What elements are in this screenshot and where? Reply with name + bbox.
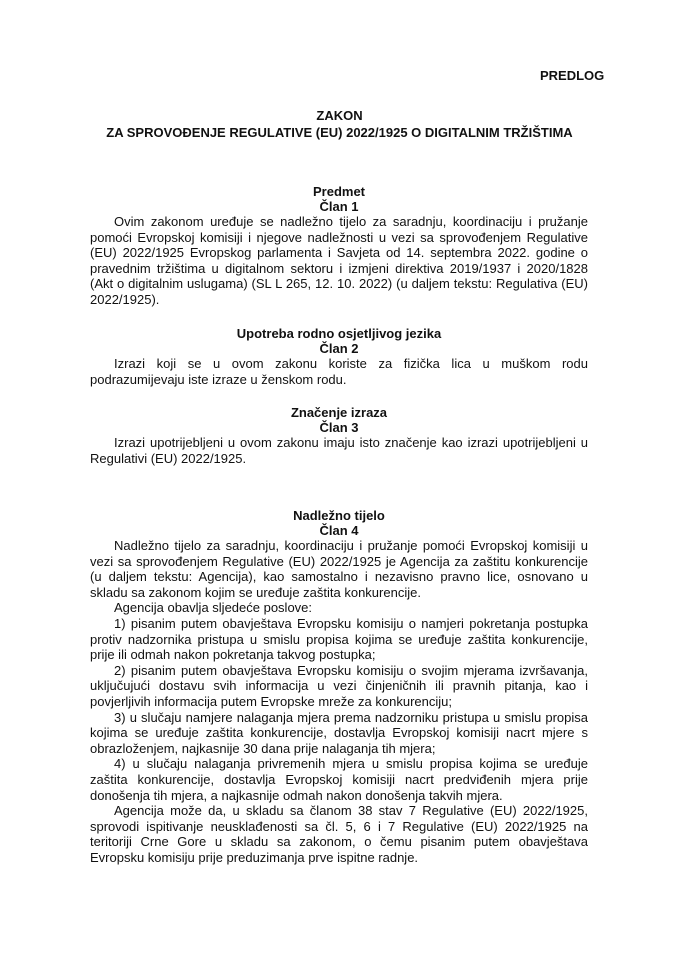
article-paragraph: Ovim zakonom uređuje se nadležno tijelo za saradnju, koordinaciju i pružanje pomoći Evropskoj komisiji i njegove nadležnosti u vezi sa sprovođenjem Regulative (EU) 2022/1925 Evropskog parlamenta i Savjeta od 14. septembra 2022. godine o pravednim tržištima u digitalnom sektoru i izmjeni direktiva 2019/1937 i 2020/1828 (Akt o digitalnim uslugama) (SL L 265, 12. 10. 2022) (u daljem tekstu: Regulativa (EU) 2022/1925). (90, 214, 588, 307)
section-heading: Značenje izraza (290, 405, 388, 420)
list-item: 4) u slučaju nalaganja privremenih mjera u smislu propisa kojima se uređuje zaštita konkurencije, dostavlja Evropskoj komisiji nacrt predviđenih mjera prije donošenja tih mjera, a najkasnije odmah nakon donošenja takvih mjera. (90, 756, 588, 803)
section-heading: Upotreba rodno osjetljivog jezika (236, 326, 442, 341)
list-item: 1) pisanim putem obavještava Evropsku komisiju o namjeri pokretanja postupka protiv nadzornika pristupa u smislu propisa kojima se uređuje zaštita konkurencije, prije ili odmah nakon pokretanja takvog postupka; (90, 615, 588, 663)
article-number: Član 3 (319, 420, 359, 435)
section-znacenje (90, 405, 588, 466)
article-paragraph: Nadležno tijelo za saradnju, koordinaciju i pružanje pomoći Evropskoj komisiji u vezi sa sprovođenjem Regulative (EU) 2022/1925 je Agencija za zaštitu konkurencije (u daljem tekstu: Agencija), kao samostalno i nezavisno pravno lice, osnovano u skladu sa zakonom kojim se uređuje zaštita konkurencije. (90, 538, 588, 600)
article-paragraph: Agencija obavlja sljedeće poslove: (114, 600, 313, 616)
section-heading: Nadležno tijelo (293, 508, 385, 523)
section-predmet (90, 184, 588, 308)
list-item: 2) pisanim putem obavještava Evropsku komisiju o svojim mjerama izvršavanja, uključujući dostavu svih informacija u vezi činjeničnih ili pravnih pitanja, kao i povjerljivih informacija putem Evropske mreže za konkurenciju; (90, 662, 588, 709)
article-number: Član 2 (319, 341, 359, 356)
article-paragraph: Izrazi upotrijebljeni u ovom zakonu imaju isto značenje kao izrazi upotrijebljeni u Regulativi (EU) 2022/1925. (90, 435, 588, 466)
list-item: 3) u slučaju namjere nalaganja mjera prema nadzorniku pristupa u smislu propisa kojima se uređuje zaštita konkurencije, dostavlja Evropskoj komisiji nacrt mjere s obrazloženjem, najkasnije 30 dana prije nalaganja tih mjera; (90, 709, 588, 756)
article-paragraph: Agencija može da, u skladu sa članom 38 stav 7 Regulative (EU) 2022/1925, sprovodi ispitivanje neusklađenosti sa čl. 5, 6 i 7 Regulative (EU) 2022/1925 na teritoriji Crne Gore u skladu sa zakonom, o čemu pisanim putem obavještava Evropsku komisiju prije preduzimanja prve ispitne radnje. (90, 803, 588, 865)
section-heading: Predmet (312, 184, 366, 199)
law-subtitle: ZA SPROVOĐENJE REGULATIVE (EU) 2022/1925 O DIGITALNIM TRŽIŠTIMA (106, 125, 573, 140)
section-nadlezno (90, 508, 588, 865)
law-title: ZAKON (316, 108, 363, 123)
section-rodno (90, 326, 588, 387)
article-number: Član 4 (319, 523, 359, 538)
article-paragraph: Izrazi koji se u ovom zakonu koriste za fizička lica u muškom rodu podrazumijevaju iste izraze u ženskom rodu. (90, 356, 588, 387)
draft-label: PREDLOG (540, 68, 605, 83)
article-number: Član 1 (319, 199, 359, 214)
